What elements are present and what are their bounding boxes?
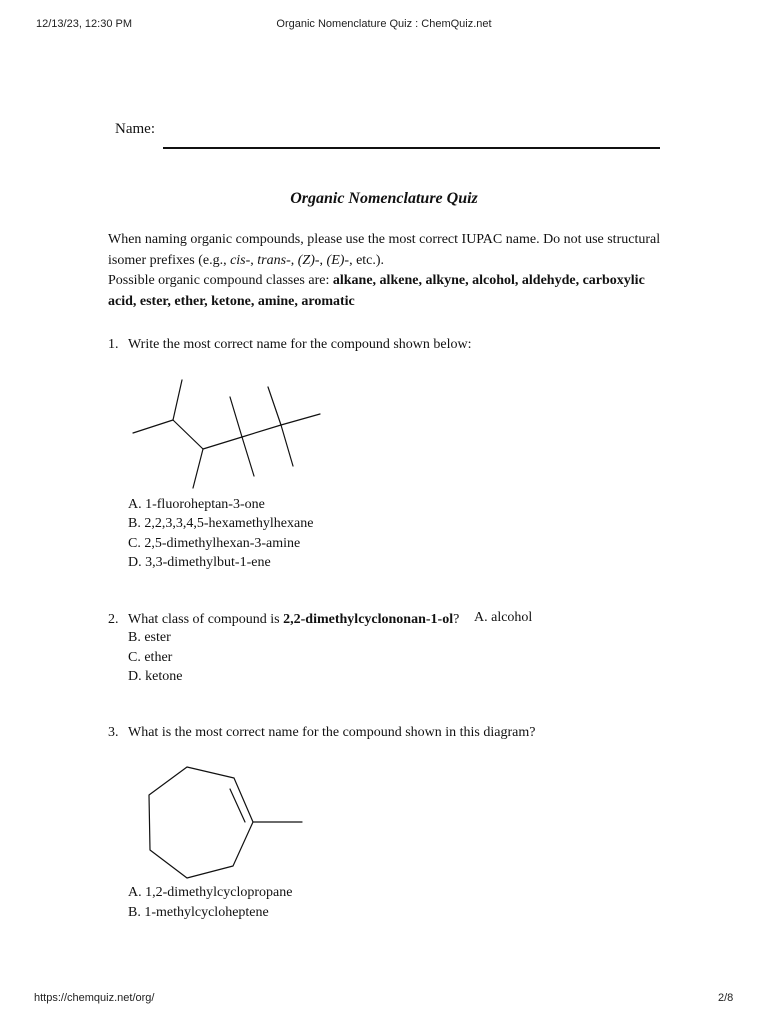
question-number: 3. <box>108 725 119 740</box>
question-mark: ? <box>453 612 460 627</box>
option-1c[interactable]: C. 2,5-dimethylhexan-3-amine <box>128 536 301 551</box>
separator: , <box>250 252 258 268</box>
print-url: https://chemquiz.net/org/ <box>34 992 155 1004</box>
option-2c[interactable]: C. ether <box>128 650 173 665</box>
compound-name: 2,2-dimethylcyclononan-1-ol <box>283 612 454 627</box>
prefix-cis: cis- <box>230 252 251 268</box>
instructions-line-1: When naming organic compounds, please use the most correct IUPAC name. Do not use structural <box>108 232 661 247</box>
prefix-trans: trans- <box>257 252 291 268</box>
separator: , <box>290 252 298 268</box>
print-datetime: 12/13/23, 12:30 PM <box>36 18 133 30</box>
print-page-title: Organic Nomenclature Quiz : ChemQuiz.net <box>276 18 492 30</box>
compound-classes: alkane, alkene, alkyne, alcohol, aldehyde, carboxylic <box>332 273 645 288</box>
question-number: 2. <box>108 612 119 627</box>
separator: , <box>319 252 327 268</box>
question-text: What is the most correct name for the compound shown in this diagram? <box>128 725 536 740</box>
option-3a[interactable]: A. 1,2-dimethylcyclopropane <box>128 885 293 900</box>
option-1d[interactable]: D. 3,3-dimethylbut-1-ene <box>128 555 271 570</box>
option-3b[interactable]: B. 1-methylcycloheptene <box>128 905 269 920</box>
instructions-text: isomer prefixes (e.g., <box>108 252 231 268</box>
option-2a[interactable]: A. alcohol <box>474 610 533 625</box>
quiz-title: Organic Nomenclature Quiz <box>290 190 478 207</box>
option-1b[interactable]: B. 2,2,3,3,4,5-hexamethylhexane <box>128 516 314 531</box>
prefix-e: (E)- <box>326 252 350 268</box>
prefix-z: (Z)- <box>297 252 320 268</box>
compound-classes: acid, ester, ether, ketone, amine, aromatic <box>108 293 355 309</box>
option-2d[interactable]: D. ketone <box>128 669 183 684</box>
instructions-text: , etc.). <box>349 252 385 268</box>
option-2b[interactable]: B. ester <box>128 630 171 645</box>
question-text: Write the most correct name for the compound shown below: <box>128 337 472 352</box>
question-text-start: What class of compound is <box>128 612 284 627</box>
option-1a[interactable]: A. 1-fluoroheptan-3-one <box>128 497 265 512</box>
classes-label: Possible organic compound classes are: <box>108 273 333 288</box>
name-label: Name: <box>115 121 155 137</box>
print-page-number: 2/8 <box>718 992 734 1004</box>
question-number: 1. <box>108 337 119 352</box>
